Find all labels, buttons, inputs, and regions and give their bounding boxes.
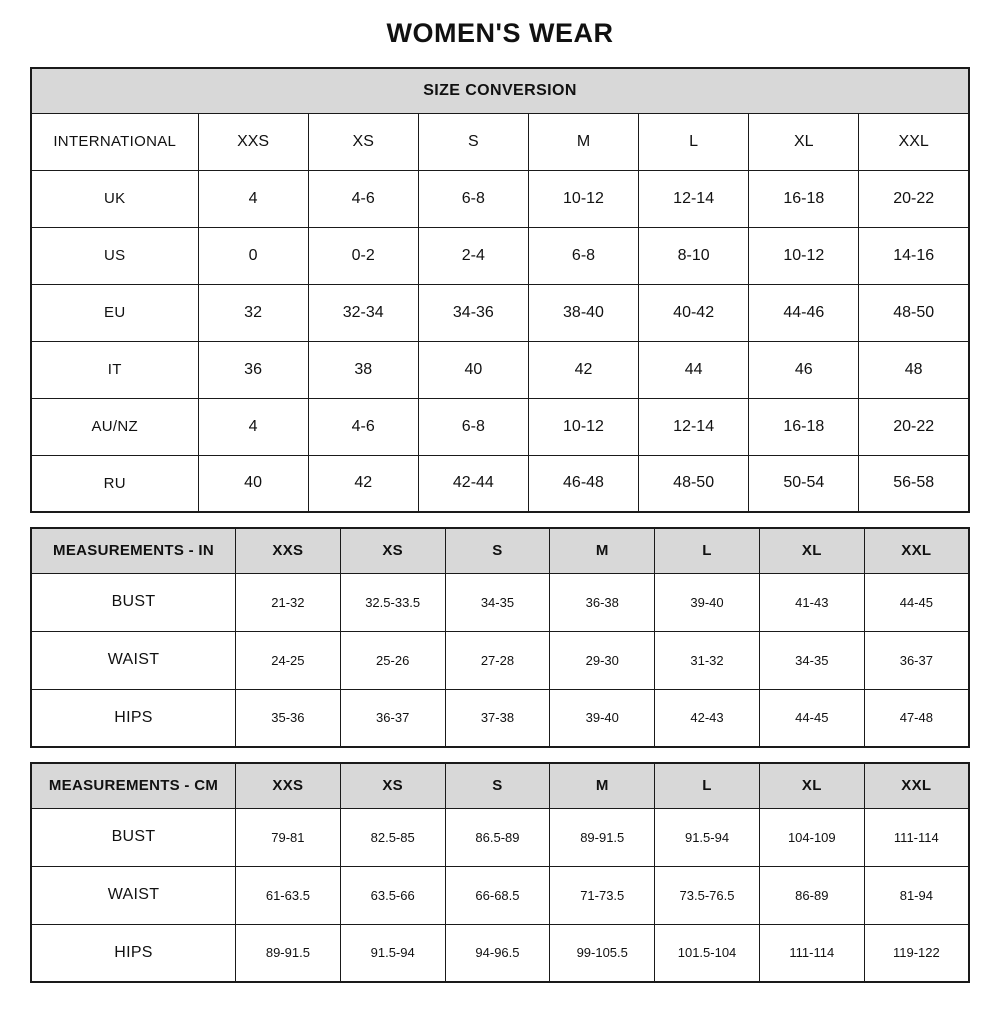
row-label: IT bbox=[31, 341, 198, 398]
cell-value: 4 bbox=[198, 170, 308, 227]
cell-value: 34-36 bbox=[418, 284, 528, 341]
cell-value: 86-89 bbox=[759, 866, 864, 924]
cell-value: S bbox=[418, 113, 528, 170]
cell-value: 61-63.5 bbox=[236, 866, 341, 924]
cell-value: 39-40 bbox=[655, 573, 760, 631]
cell-value: 6-8 bbox=[528, 227, 638, 284]
cell-value: 46-48 bbox=[528, 455, 638, 512]
cell-value: 44 bbox=[639, 341, 749, 398]
cell-value: 36 bbox=[198, 341, 308, 398]
cell-value: 27-28 bbox=[445, 631, 550, 689]
row-label: UK bbox=[31, 170, 198, 227]
table-row bbox=[31, 808, 969, 866]
cell-value: 25-26 bbox=[340, 631, 445, 689]
cell-value: 119-122 bbox=[864, 924, 969, 982]
table-row bbox=[31, 689, 969, 747]
table-header-row bbox=[31, 528, 969, 573]
row-label: US bbox=[31, 227, 198, 284]
cell-value: 46 bbox=[749, 341, 859, 398]
size-column-header: S bbox=[445, 763, 550, 808]
table-row bbox=[31, 227, 969, 284]
cell-value: 91.5-94 bbox=[340, 924, 445, 982]
cell-value: 36-38 bbox=[550, 573, 655, 631]
row-label: WAIST bbox=[31, 866, 236, 924]
cell-value: 42-43 bbox=[655, 689, 760, 747]
row-label: HIPS bbox=[31, 924, 236, 982]
cell-value: 10-12 bbox=[528, 398, 638, 455]
cell-value: 63.5-66 bbox=[340, 866, 445, 924]
measurements-in-table bbox=[30, 527, 970, 748]
cell-value: 20-22 bbox=[859, 170, 969, 227]
cell-value: 40-42 bbox=[639, 284, 749, 341]
cell-value: 4-6 bbox=[308, 170, 418, 227]
cell-value: XXL bbox=[859, 113, 969, 170]
cell-value: XL bbox=[749, 113, 859, 170]
cell-value: 66-68.5 bbox=[445, 866, 550, 924]
size-column-header: L bbox=[655, 528, 760, 573]
cell-value: 38 bbox=[308, 341, 418, 398]
cell-value: L bbox=[639, 113, 749, 170]
cell-value: 101.5-104 bbox=[655, 924, 760, 982]
size-column-header: XS bbox=[340, 763, 445, 808]
cell-value: 10-12 bbox=[749, 227, 859, 284]
cell-value: 48 bbox=[859, 341, 969, 398]
cell-value: M bbox=[528, 113, 638, 170]
measurements-cm-table bbox=[30, 762, 970, 983]
cell-value: 32 bbox=[198, 284, 308, 341]
cell-value: 20-22 bbox=[859, 398, 969, 455]
measurements-cm-title: MEASUREMENTS - CM bbox=[31, 763, 236, 808]
table-row bbox=[31, 170, 969, 227]
cell-value: 44-45 bbox=[759, 689, 864, 747]
cell-value: 73.5-76.5 bbox=[655, 866, 760, 924]
cell-value: XS bbox=[308, 113, 418, 170]
row-label: WAIST bbox=[31, 631, 236, 689]
cell-value: 104-109 bbox=[759, 808, 864, 866]
cell-value: 0-2 bbox=[308, 227, 418, 284]
row-label: EU bbox=[31, 284, 198, 341]
cell-value: 86.5-89 bbox=[445, 808, 550, 866]
cell-value: 38-40 bbox=[528, 284, 638, 341]
table-row bbox=[31, 113, 969, 170]
cell-value: 81-94 bbox=[864, 866, 969, 924]
cell-value: 32.5-33.5 bbox=[340, 573, 445, 631]
row-label: BUST bbox=[31, 808, 236, 866]
row-label: INTERNATIONAL bbox=[31, 113, 198, 170]
row-label: AU/NZ bbox=[31, 398, 198, 455]
size-column-header: M bbox=[550, 763, 655, 808]
size-column-header: XL bbox=[759, 763, 864, 808]
cell-value: 6-8 bbox=[418, 170, 528, 227]
table-header-row bbox=[31, 68, 969, 113]
cell-value: 37-38 bbox=[445, 689, 550, 747]
table-row bbox=[31, 398, 969, 455]
cell-value: 2-4 bbox=[418, 227, 528, 284]
table-row bbox=[31, 924, 969, 982]
cell-value: 79-81 bbox=[236, 808, 341, 866]
cell-value: 48-50 bbox=[859, 284, 969, 341]
cell-value: 91.5-94 bbox=[655, 808, 760, 866]
row-label: BUST bbox=[31, 573, 236, 631]
cell-value: 111-114 bbox=[759, 924, 864, 982]
cell-value: 47-48 bbox=[864, 689, 969, 747]
cell-value: 41-43 bbox=[759, 573, 864, 631]
measurements-in-title: MEASUREMENTS - IN bbox=[31, 528, 236, 573]
cell-value: 56-58 bbox=[859, 455, 969, 512]
cell-value: 44-45 bbox=[864, 573, 969, 631]
size-column-header: XL bbox=[759, 528, 864, 573]
cell-value: 16-18 bbox=[749, 170, 859, 227]
cell-value: 29-30 bbox=[550, 631, 655, 689]
row-label: HIPS bbox=[31, 689, 236, 747]
cell-value: 4-6 bbox=[308, 398, 418, 455]
cell-value: 40 bbox=[418, 341, 528, 398]
cell-value: 39-40 bbox=[550, 689, 655, 747]
size-column-header: XXL bbox=[864, 528, 969, 573]
cell-value: 4 bbox=[198, 398, 308, 455]
cell-value: 36-37 bbox=[340, 689, 445, 747]
cell-value: 42 bbox=[308, 455, 418, 512]
cell-value: 12-14 bbox=[639, 170, 749, 227]
size-conversion-table bbox=[30, 67, 970, 513]
cell-value: 82.5-85 bbox=[340, 808, 445, 866]
cell-value: 31-32 bbox=[655, 631, 760, 689]
cell-value: 99-105.5 bbox=[550, 924, 655, 982]
cell-value: 10-12 bbox=[528, 170, 638, 227]
cell-value: 89-91.5 bbox=[236, 924, 341, 982]
cell-value: 35-36 bbox=[236, 689, 341, 747]
size-column-header: XXS bbox=[236, 763, 341, 808]
cell-value: 12-14 bbox=[639, 398, 749, 455]
size-column-header: S bbox=[445, 528, 550, 573]
cell-value: 14-16 bbox=[859, 227, 969, 284]
size-column-header: L bbox=[655, 763, 760, 808]
size-column-header: XS bbox=[340, 528, 445, 573]
cell-value: 89-91.5 bbox=[550, 808, 655, 866]
size-column-header: XXS bbox=[236, 528, 341, 573]
cell-value: 111-114 bbox=[864, 808, 969, 866]
page-title: WOMEN'S WEAR bbox=[386, 18, 614, 48]
table-row bbox=[31, 455, 969, 512]
cell-value: 42 bbox=[528, 341, 638, 398]
cell-value: 48-50 bbox=[639, 455, 749, 512]
size-column-header: M bbox=[550, 528, 655, 573]
table-row bbox=[31, 341, 969, 398]
cell-value: 34-35 bbox=[445, 573, 550, 631]
cell-value: 8-10 bbox=[639, 227, 749, 284]
cell-value: 6-8 bbox=[418, 398, 528, 455]
row-label: RU bbox=[31, 455, 198, 512]
table-row bbox=[31, 631, 969, 689]
size-column-header: XXL bbox=[864, 763, 969, 808]
cell-value: 50-54 bbox=[749, 455, 859, 512]
cell-value: 32-34 bbox=[308, 284, 418, 341]
cell-value: 94-96.5 bbox=[445, 924, 550, 982]
table-row bbox=[31, 866, 969, 924]
cell-value: 40 bbox=[198, 455, 308, 512]
size-conversion-title: SIZE CONVERSION bbox=[31, 68, 969, 113]
cell-value: 0 bbox=[198, 227, 308, 284]
cell-value: 36-37 bbox=[864, 631, 969, 689]
table-row bbox=[31, 573, 969, 631]
cell-value: 42-44 bbox=[418, 455, 528, 512]
cell-value: 44-46 bbox=[749, 284, 859, 341]
cell-value: 34-35 bbox=[759, 631, 864, 689]
cell-value: 71-73.5 bbox=[550, 866, 655, 924]
table-header-row bbox=[31, 763, 969, 808]
cell-value: 21-32 bbox=[236, 573, 341, 631]
cell-value: 16-18 bbox=[749, 398, 859, 455]
cell-value: XXS bbox=[198, 113, 308, 170]
table-row bbox=[31, 284, 969, 341]
cell-value: 24-25 bbox=[236, 631, 341, 689]
